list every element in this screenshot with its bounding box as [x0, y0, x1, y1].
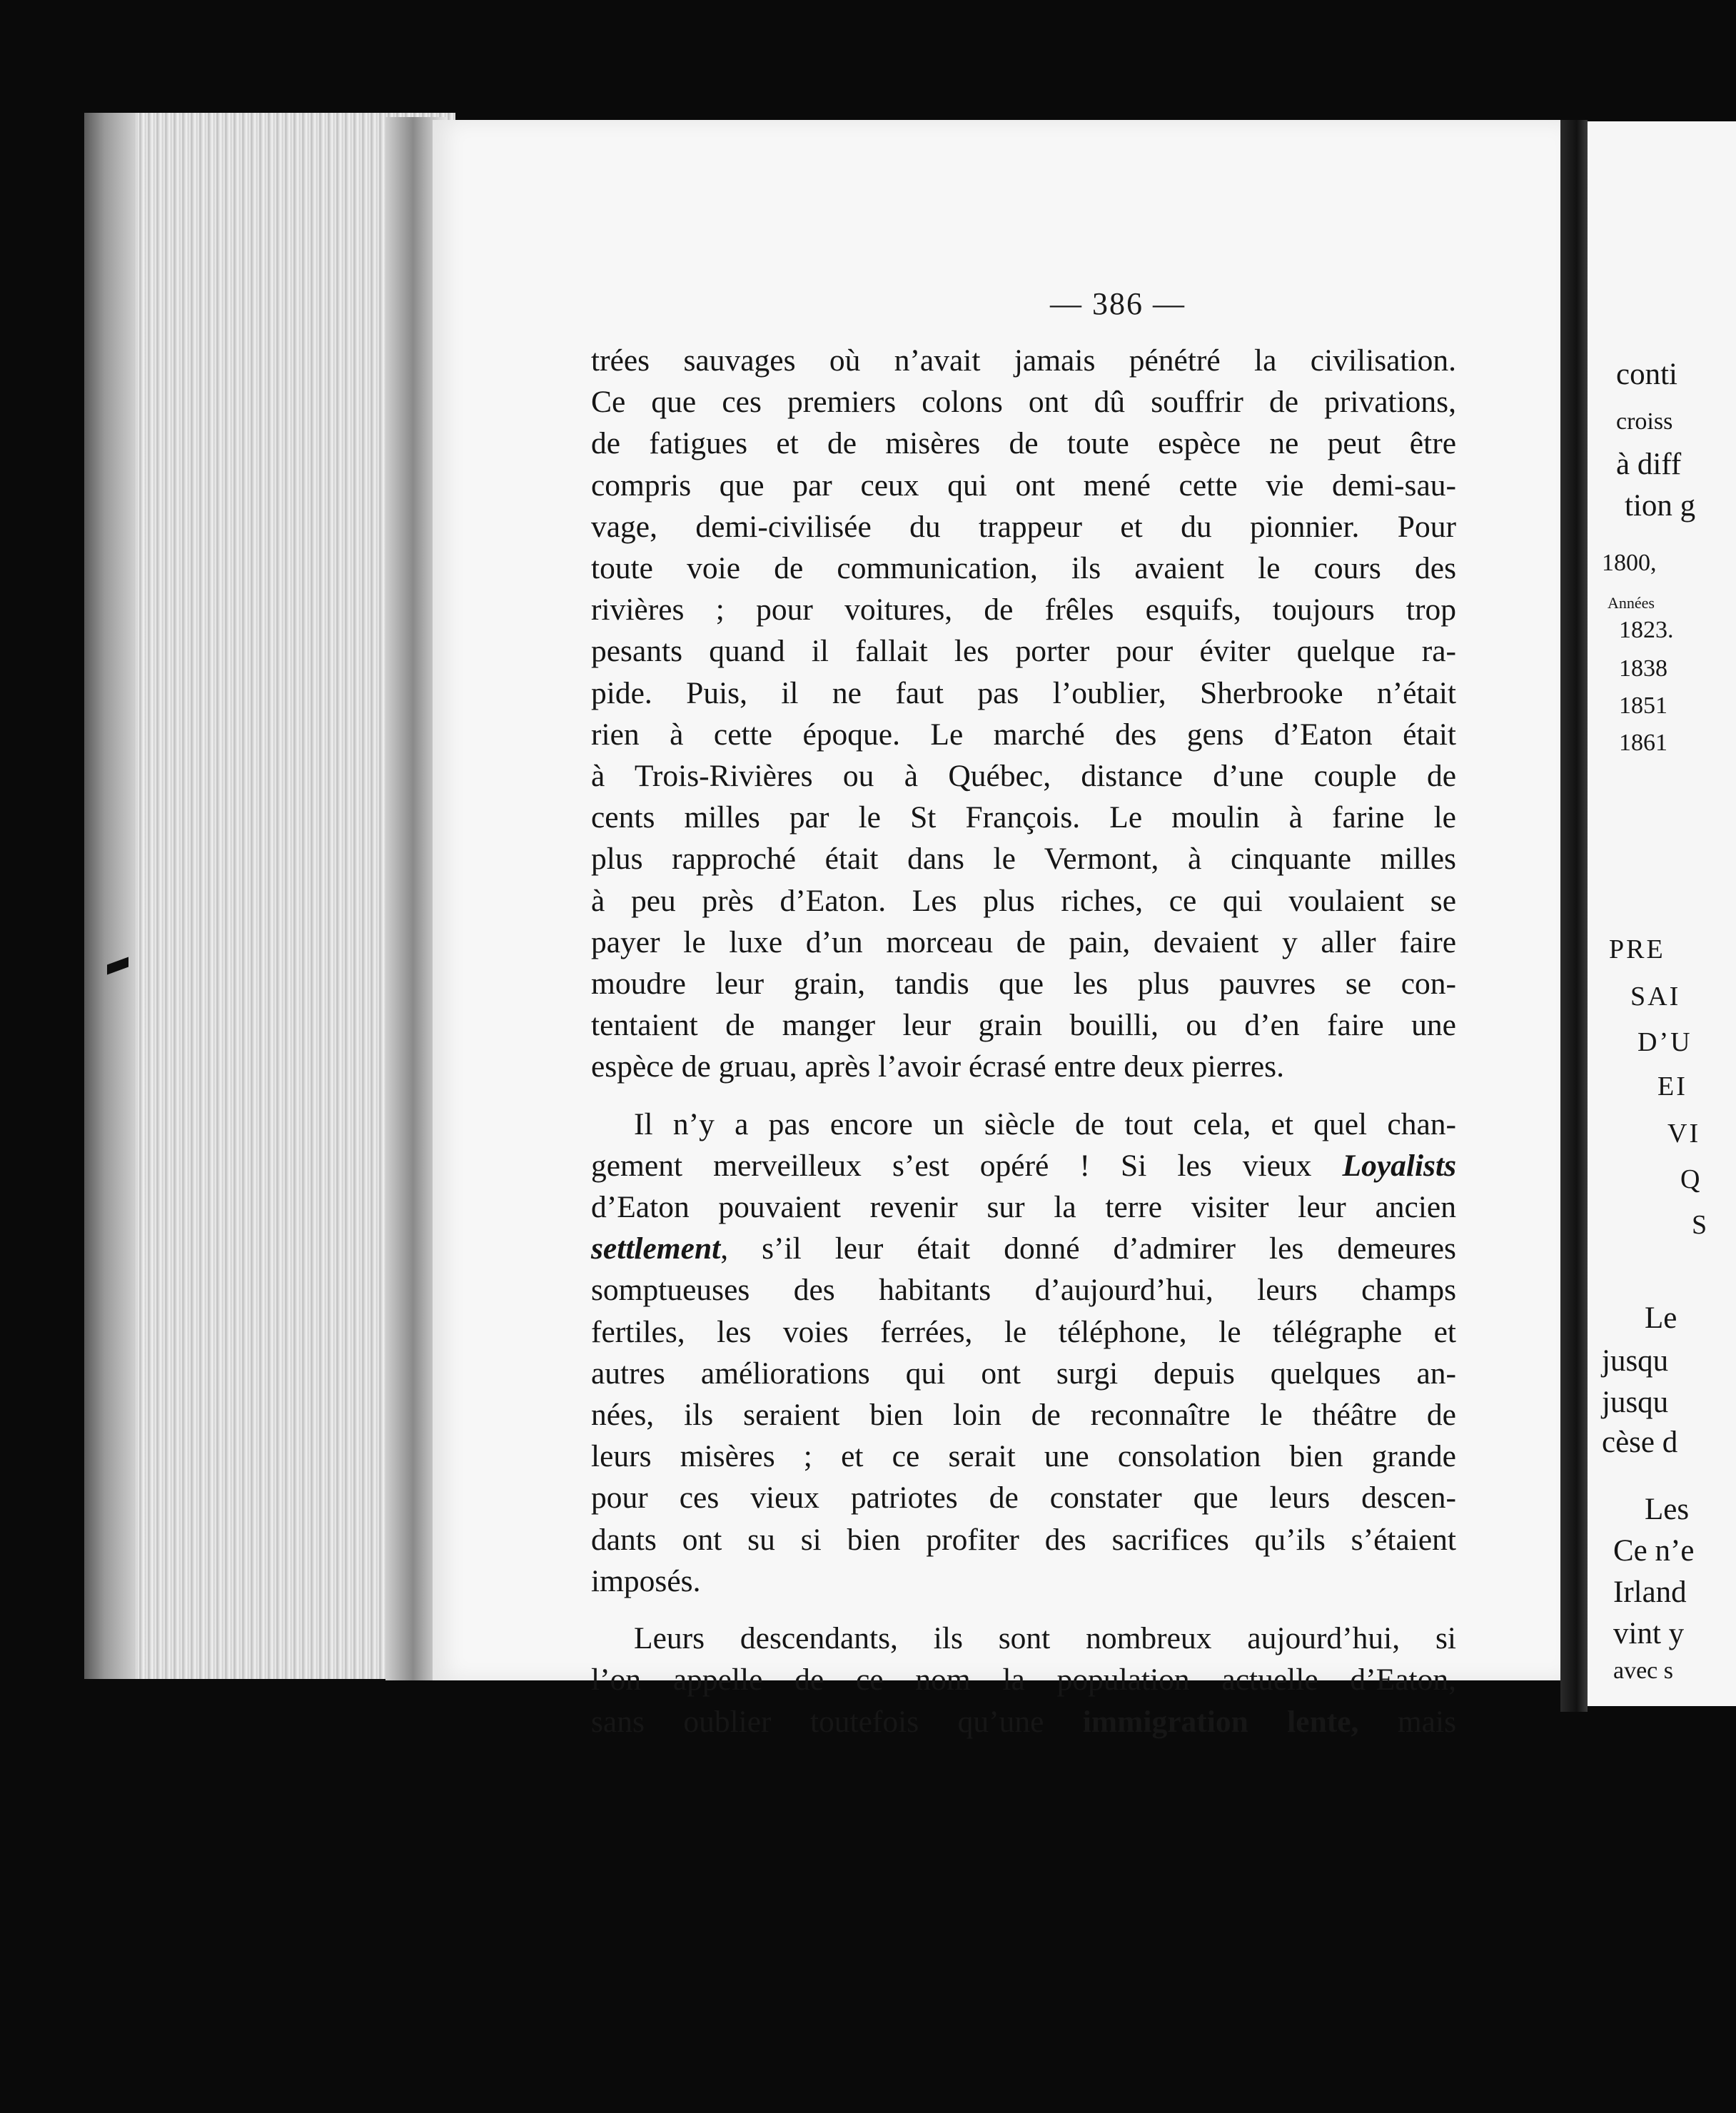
text-line: imposés. — [591, 1563, 701, 1598]
text-line: à Trois-Rivières ou à Québec, distance d’une couple de — [591, 759, 1456, 794]
facing-page-line: Ce n’e — [1613, 1534, 1695, 1568]
facing-page-heading: D’U — [1637, 1027, 1692, 1057]
text-line: cents milles par le St François. Le moulin à farine le — [591, 800, 1456, 835]
text-run: , s’il leur était donné d’admirer les demeures — [720, 1231, 1456, 1266]
italic-term-loyalists: Loyalists — [1342, 1148, 1456, 1183]
text-run: mais — [1358, 1704, 1457, 1739]
facing-page-line: 1838 — [1619, 655, 1667, 682]
text-line: rien à cette époque. Le marché des gens d’Eaton était — [591, 717, 1456, 752]
text-line — [591, 1228, 1456, 1269]
facing-page-line: vint y — [1613, 1617, 1685, 1650]
facing-page-line: à diff — [1616, 448, 1682, 481]
book-gutter — [1560, 120, 1588, 1712]
facing-page-line: Années — [1608, 594, 1655, 612]
text-line: de fatigues et de misères de toute espèce ne peut être — [591, 426, 1456, 461]
facing-page-line: 1861 — [1619, 730, 1667, 756]
facing-page-line: avec s — [1613, 1658, 1674, 1684]
facing-page-heading: SAI — [1630, 982, 1681, 1012]
facing-page-line: jusqu — [1602, 1344, 1669, 1378]
book-cover-edge — [84, 113, 136, 1679]
page-body-text — [591, 340, 1456, 1743]
facing-page-line: Irland — [1613, 1575, 1687, 1609]
text-line — [591, 1145, 1456, 1186]
facing-page-line: 1823. — [1619, 617, 1674, 643]
text-line: à peu près d’Eaton. Les plus riches, ce qui voulaient se — [591, 883, 1456, 918]
text-line: tentaient de manger leur grain bouilli, ou d’en faire une — [591, 1008, 1456, 1043]
text-run: sans oublier toutefois qu’une — [591, 1704, 1083, 1739]
paragraph-2 — [591, 1104, 1456, 1602]
text-line: pour ces vieux patriotes de constater que leurs descen- — [591, 1481, 1456, 1516]
text-line — [591, 1701, 1456, 1743]
text-line: somptueuses des habitants d’aujourd’hui, leurs champs — [591, 1273, 1456, 1308]
facing-page-line: 1851 — [1619, 692, 1667, 719]
text-line: Il n’y a pas encore un siècle de tout cela, et quel chan- — [634, 1106, 1456, 1141]
facing-page-line: Le — [1645, 1301, 1677, 1335]
facing-page-heading: Q — [1680, 1164, 1702, 1194]
text-line: leurs misères ; et ce serait une consolation bien grande — [591, 1439, 1456, 1474]
facing-page-line: cèse d — [1602, 1426, 1678, 1459]
facing-page-heading: EI — [1657, 1071, 1687, 1101]
text-line: Ce que ces premiers colons ont dû souffrir de privations, — [591, 385, 1456, 420]
bold-phrase: immigration lente, — [1082, 1704, 1359, 1739]
book-page-386 — [433, 120, 1560, 1739]
text-line: vage, demi-civilisée du trappeur et du pionnier. Pour — [591, 509, 1456, 544]
paragraph-3 — [591, 1618, 1456, 1743]
italic-term-settlement: settlement — [591, 1231, 721, 1266]
text-line: d’Eaton pouvaient revenir sur la terre visiter leur ancien — [591, 1190, 1456, 1225]
text-line: pide. Puis, il ne faut pas l’oublier, Sherbrooke n’était — [591, 675, 1456, 710]
facing-page-heading: S — [1692, 1210, 1710, 1240]
facing-page-line: 1800, — [1602, 550, 1657, 576]
text-line: trées sauvages où n’avait jamais pénétré la civilisation. — [591, 343, 1456, 378]
text-line: moudre leur grain, tandis que les plus pauvres se con- — [591, 967, 1456, 1002]
text-run: gement merveilleux s’est opéré ! Si les vieux — [591, 1148, 1343, 1183]
facing-page-line: Les — [1645, 1493, 1690, 1526]
facing-page-line: tion g — [1625, 489, 1696, 523]
text-line: Leurs descendants, ils sont nombreux aujourd’hui, si — [634, 1621, 1456, 1656]
text-line: toute voie de communication, ils avaient le cours des — [591, 551, 1456, 586]
text-line: nées, ils seraient bien loin de reconnaître le théâtre de — [591, 1398, 1456, 1433]
text-line: compris que par ceux qui ont mené cette vie demi-sau- — [591, 468, 1456, 503]
paragraph-1 — [591, 340, 1456, 1088]
text-line: fertiles, les voies ferrées, le téléphone, le télégraphe et — [591, 1314, 1456, 1349]
paragraph-gap — [591, 1088, 1456, 1104]
facing-page-heading: PRE — [1609, 934, 1665, 964]
text-line: rivières ; pour voitures, de frêles esquifs, toujours trop — [591, 592, 1456, 627]
paragraph-gap — [591, 1602, 1456, 1618]
facing-page-heading: VI — [1667, 1119, 1701, 1149]
text-line: espèce de gruau, après l’avoir écrasé entre deux pierres. — [591, 1049, 1284, 1084]
text-line: dants ont su si bien profiter des sacrifices qu’ils s’étaient — [591, 1522, 1456, 1557]
facing-page-line: conti — [1616, 358, 1677, 391]
text-line: autres améliorations qui ont surgi depuis quelques an- — [591, 1356, 1456, 1391]
text-line: pesants quand il fallait les porter pour éviter quelque ra- — [591, 634, 1456, 669]
facing-page-line: croiss — [1616, 408, 1673, 435]
text-line: l’on appelle de ce nom la population actuelle d’Eaton, — [591, 1663, 1456, 1698]
text-line: payer le luxe d’un morceau de pain, devaient y aller faire — [591, 924, 1456, 959]
text-line: plus rapproché était dans le Vermont, à cinquante milles — [591, 842, 1456, 877]
facing-page-line: jusqu — [1602, 1386, 1669, 1419]
page-number: — 386 — — [1050, 286, 1186, 321]
facing-page-cropped — [1588, 121, 1736, 1706]
